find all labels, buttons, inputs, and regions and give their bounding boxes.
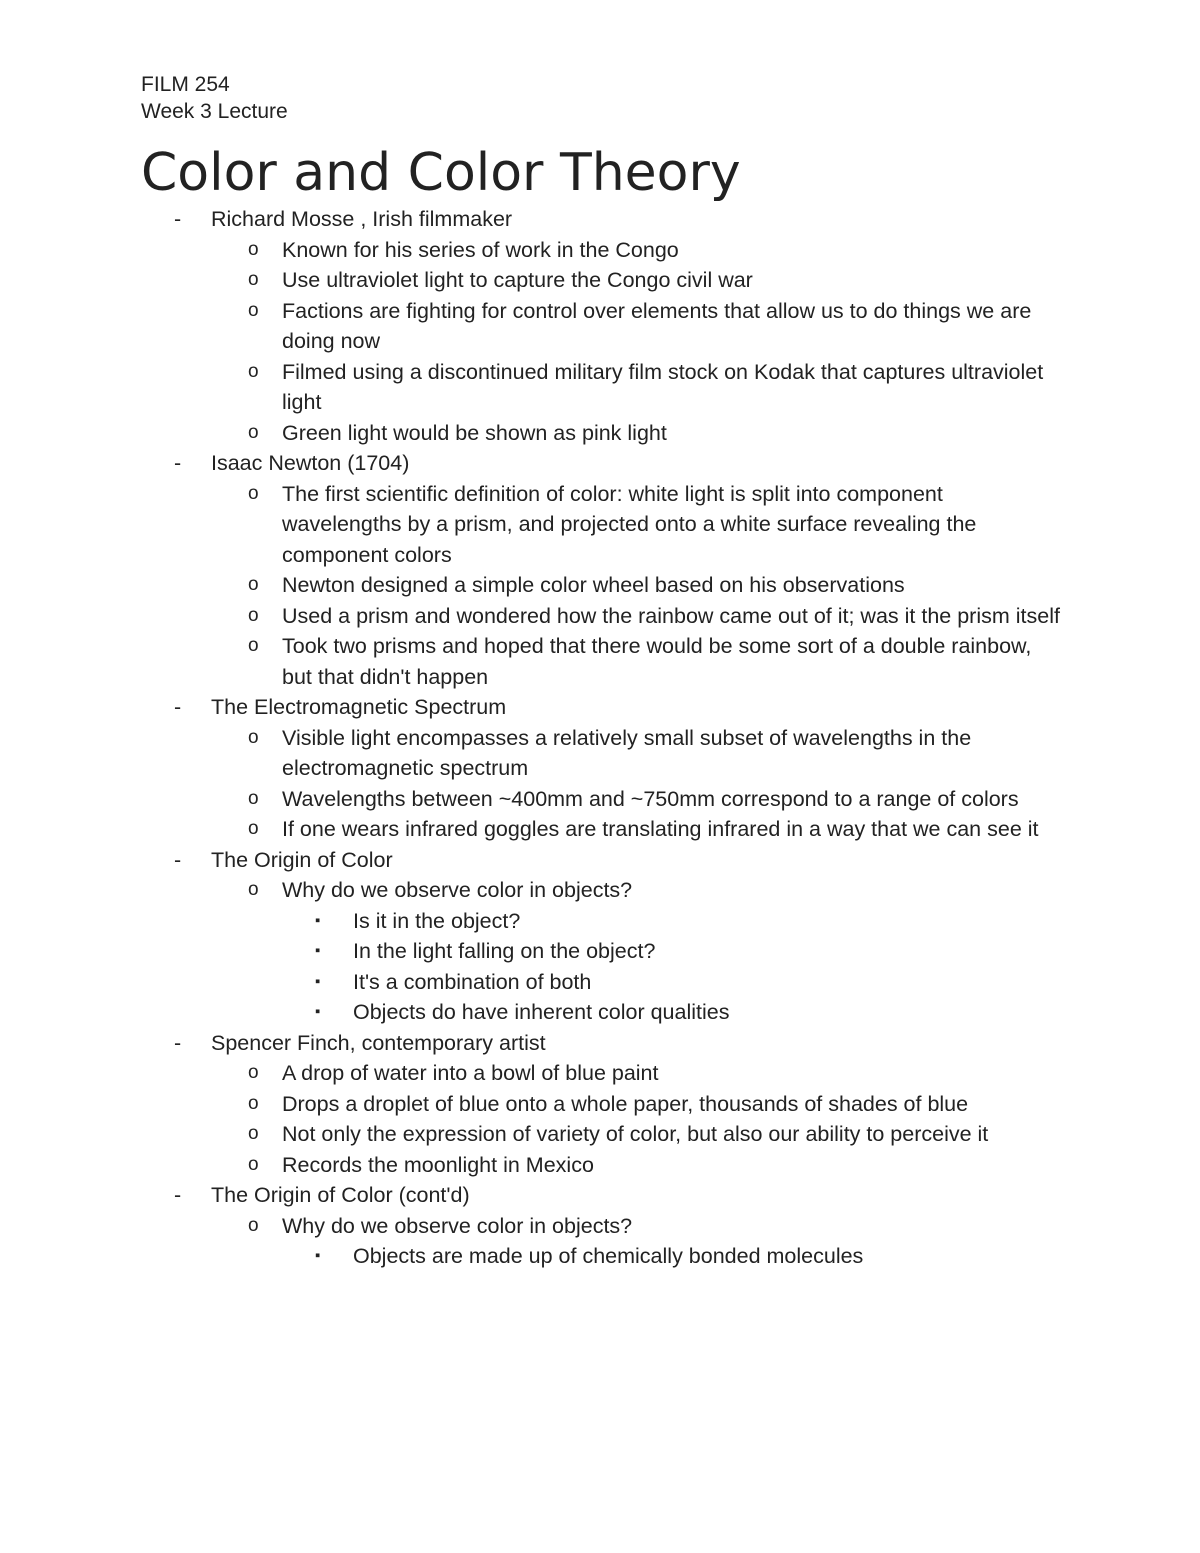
outline-item-text: Spencer Finch, contemporary artist xyxy=(211,1030,546,1055)
circle-bullet-icon: o xyxy=(248,574,259,595)
outline-item-text: Not only the expression of variety of color, but also our ability to perceive it xyxy=(282,1122,989,1146)
circle-bullet-icon: o xyxy=(248,482,259,504)
outline-item-level-2 xyxy=(0,631,1062,692)
outline-item-text: If one wears infrared goggles are translating infrared in a way that we can see it xyxy=(282,817,1039,841)
outline-item-level-3 xyxy=(0,997,1200,1028)
outline-item-text: Factions are fighting for control over elements that allow us to do things we are doing now xyxy=(282,298,1032,353)
outline-item-text: The first scientific definition of color: white light is split into component wavelengths by a prism, and projected onto a white surface revealing the component colors xyxy=(282,481,977,567)
circle-bullet-icon: o xyxy=(248,604,259,626)
outline-item-text: The Origin of Color xyxy=(211,847,393,872)
outline-item-text: Used a prism and wondered how the rainbow came out of it; was it the prism itself xyxy=(282,603,1060,628)
outline-item-level-2 xyxy=(0,479,1062,571)
outline-item-text: Isaac Newton (1704) xyxy=(211,451,410,475)
outline-item-text: Is it in the object? xyxy=(353,908,521,933)
outline-item-level-2 xyxy=(0,296,1062,357)
square-bullet-icon: ▪ xyxy=(315,942,321,959)
outline-item-level-2 xyxy=(0,235,1062,266)
circle-bullet-icon: o xyxy=(248,421,259,443)
outline-item-text: Wavelengths between ~400mm and ~750mm correspond to a range of colors xyxy=(282,786,1019,811)
circle-bullet-icon: o xyxy=(248,1123,259,1144)
outline-item-text: Why do we observe color in objects? xyxy=(282,878,633,902)
dash-bullet-icon: - xyxy=(174,1183,182,1207)
circle-bullet-icon: o xyxy=(248,269,259,290)
outline-item-text: A drop of water into a bowl of blue paint xyxy=(282,1061,659,1085)
outline-item-level-2 xyxy=(0,784,1062,815)
outline-item-level-1 xyxy=(0,1180,1200,1211)
outline-item-level-1 xyxy=(0,1028,1200,1059)
outline-item-level-2 xyxy=(0,357,1062,418)
outline-item-level-2 xyxy=(0,1211,1062,1242)
circle-bullet-icon: o xyxy=(248,787,259,809)
outline-item-text: It's a combination of both xyxy=(353,969,592,994)
circle-bullet-icon: o xyxy=(248,879,259,900)
outline-item-level-2 xyxy=(0,1150,1062,1181)
circle-bullet-icon: o xyxy=(248,360,259,382)
outline-item-text: Known for his series of work in the Congo xyxy=(282,237,679,262)
dash-bullet-icon: - xyxy=(174,847,182,872)
outline-item-level-3 xyxy=(0,1241,1200,1272)
outline-item-level-2 xyxy=(0,723,1062,784)
outline-item-level-2 xyxy=(0,570,1062,601)
outline-item-level-1 xyxy=(0,692,1200,723)
outline-item-text: Objects are made up of chemically bonded molecules xyxy=(353,1244,864,1268)
dash-bullet-icon: - xyxy=(174,451,182,475)
circle-bullet-icon: o xyxy=(248,635,259,656)
notes-outline xyxy=(0,204,1200,1272)
outline-item-text: Green light would be shown as pink light xyxy=(282,420,667,445)
outline-item-text: Filmed using a discontinued military film stock on Kodak that captures ultraviolet light xyxy=(282,359,1044,414)
outline-item-text: The Origin of Color (cont'd) xyxy=(211,1183,470,1207)
outline-item-level-1 xyxy=(0,845,1200,876)
outline-item-text: Objects do have inherent color qualities xyxy=(353,1000,730,1024)
outline-item-text: Visible light encompasses a relatively small subset of wavelengths in the electromagnetic spectrum xyxy=(282,725,972,780)
outline-item-level-2 xyxy=(0,875,1062,906)
dash-bullet-icon: - xyxy=(174,207,182,231)
lecture-label: Week 3 Lecture xyxy=(141,100,288,123)
outline-item-level-2 xyxy=(0,265,1062,296)
circle-bullet-icon: o xyxy=(248,818,259,839)
page-title: Color and Color Theory xyxy=(141,143,741,203)
outline-item-text: The Electromagnetic Spectrum xyxy=(211,695,507,719)
outline-item-level-2 xyxy=(0,1089,1062,1120)
dash-bullet-icon: - xyxy=(174,1030,182,1055)
outline-item-level-2 xyxy=(0,601,1062,632)
outline-item-level-3 xyxy=(0,967,1200,998)
circle-bullet-icon: o xyxy=(248,1062,259,1083)
circle-bullet-icon: o xyxy=(248,1153,259,1175)
outline-item-level-2 xyxy=(0,814,1062,845)
dash-bullet-icon: - xyxy=(174,695,182,719)
circle-bullet-icon: o xyxy=(248,299,259,321)
outline-item-level-2 xyxy=(0,418,1062,449)
circle-bullet-icon: o xyxy=(248,1214,259,1236)
outline-item-level-2 xyxy=(0,1119,1062,1150)
outline-item-level-1 xyxy=(0,448,1200,479)
course-code: FILM 254 xyxy=(141,73,230,96)
circle-bullet-icon: o xyxy=(248,1092,259,1114)
square-bullet-icon: ▪ xyxy=(315,911,321,929)
outline-item-text: Took two prisms and hoped that there would be some sort of a double rainbow, but that didn't happen xyxy=(282,634,1032,689)
outline-item-level-2 xyxy=(0,1058,1062,1089)
outline-item-text: Newton designed a simple color wheel based on his observations xyxy=(282,573,905,597)
outline-item-level-3 xyxy=(0,906,1200,937)
outline-item-text: Records the moonlight in Mexico xyxy=(282,1152,594,1177)
outline-item-text: Use ultraviolet light to capture the Congo civil war xyxy=(282,268,753,292)
outline-item-text: Drops a droplet of blue onto a whole paper, thousands of shades of blue xyxy=(282,1091,969,1116)
outline-item-text: Richard Mosse , Irish filmmaker xyxy=(211,207,513,231)
outline-item-level-1 xyxy=(0,204,1200,235)
outline-item-text: In the light falling on the object? xyxy=(353,939,656,963)
square-bullet-icon: ▪ xyxy=(315,1247,321,1264)
outline-item-level-3 xyxy=(0,936,1200,967)
outline-item-text: Why do we observe color in objects? xyxy=(282,1213,633,1238)
square-bullet-icon: ▪ xyxy=(315,972,321,990)
circle-bullet-icon: o xyxy=(248,238,259,260)
square-bullet-icon: ▪ xyxy=(315,1003,321,1020)
circle-bullet-icon: o xyxy=(248,726,259,748)
